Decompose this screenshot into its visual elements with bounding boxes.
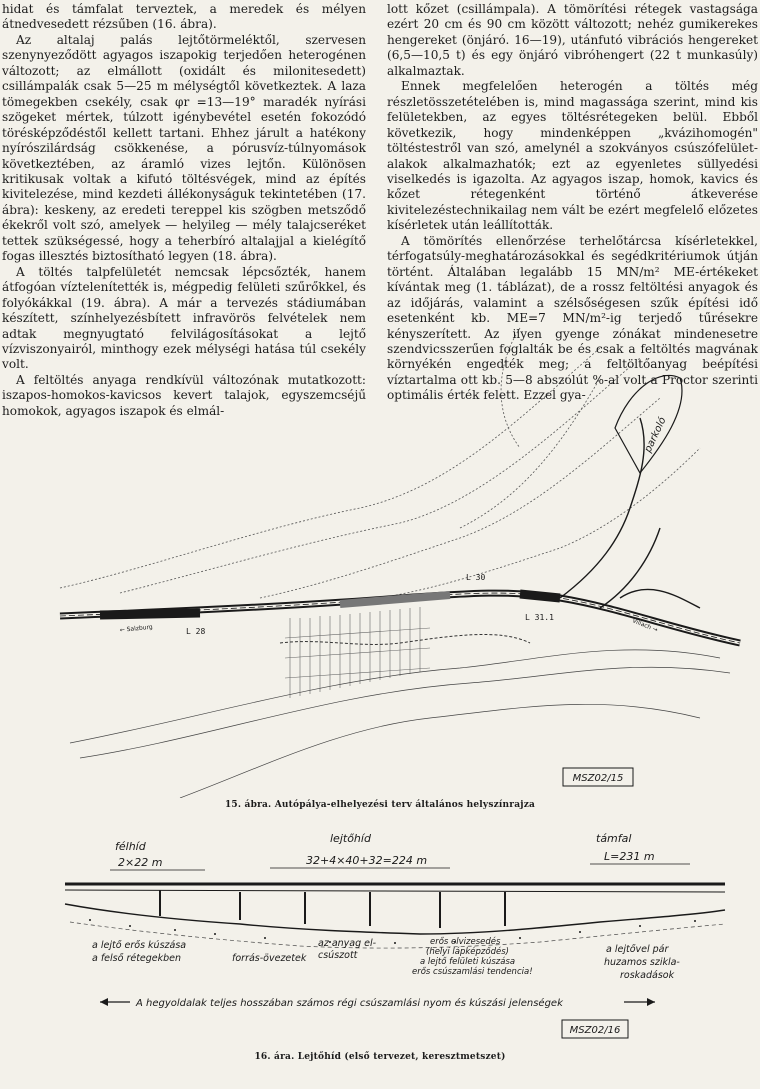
site-plan-drawing [0, 298, 760, 798]
geology-annotations [92, 936, 680, 981]
figure-code: MSZ02/15 [572, 773, 624, 784]
section-label-l28: L 28 [186, 627, 206, 636]
direction-label-villach: Villach → [631, 617, 659, 634]
section-label-l30: L 30 [466, 573, 486, 582]
annotation: forrás-övezetek [232, 953, 307, 964]
annotation: roskadások [620, 970, 675, 981]
parking-area [615, 375, 682, 473]
retaining-wall-dimension: L=231 m [604, 850, 655, 863]
figure-16-cross-section [0, 822, 760, 1089]
figure-16-caption: 16. ára. Lejtőhíd (első tervezet, keresztmetszet) [254, 1052, 506, 1062]
direction-label-salzburg: ← Salzburg [119, 623, 154, 634]
bridge-segment [520, 594, 560, 598]
annotation: a lejtő erős kúszása [92, 940, 187, 951]
bridge-deck [65, 884, 725, 892]
figure-15-caption: 15. ábra. Autópálya-elhelyezési terv általános helyszínrajza [224, 800, 536, 810]
figure-code: MSZ02/16 [569, 1025, 621, 1036]
annotation: erős elvizesedés [430, 937, 501, 947]
annotation: a lejtő felületi kúszása [420, 957, 516, 967]
annotation: az anyag el- [318, 938, 377, 949]
paragraph: Ennek megfelelően heterogén a töltés még részletösszetételében is, mind magassága szerint, mind kis felületekben, az egyes töltésrétegeken belül. Ebből következik, hogy mindenképpen „kvázihomogén" töltéstestről van szó, amelynél a szokványos csúszófelület-alakok alkalmazhatók; ezt az egyenletes süllyedési viselkedés is igazolta. Az agyagos iszap, homok, kavics és kőzet rétegenként történő átkeverése kivitelezéstechnikailag nem vált be ezért megfelelő előzetes kísérletek után leállították. [387, 79, 758, 233]
paragraph: A feltöltés anyaga rendkívül változónak mutatkozott: iszapos-homokos-kavicsos kevert talajok, egyszemcséjű homokok, agyagos iszapok és elmál- [2, 372, 366, 418]
parking-label: parkoló [642, 415, 669, 455]
contour-lines-upper [60, 328, 700, 598]
bridge-segment [100, 613, 200, 615]
slide-traces-banner [100, 997, 655, 1009]
section-label-l311: L 31.1 [525, 613, 554, 622]
paragraph: A töltés talpfelületét nemcsak lépcsőzték, hanem átfogóan víztelenítették is, mégpedig felületi szűrőkkel, és folyókákkal (19. ábra). A már a tervezés stádiumában készített, színhelyezésbített infravörös felvételek nem adtak megnyugtató felvilágosításokat a lejtő vízviszonyairól, minthogy ezek mélységi hatása túl csekély volt. [2, 264, 366, 372]
figure-15-site-plan [0, 298, 760, 810]
banner-text: A hegyoldalak teljes hosszában számos régi csúszamlási nyom és kúszási jelenségek [136, 998, 563, 1009]
interchange-loop [560, 418, 700, 608]
paragraph: Az altalaj palás lejtőtörmeléktől, szervesen szenynyeződött agyagos iszapokig terjedően heterogénen változott; az elmállott (oxidált és milonitesedett) csillámpalák csak 5—25 m mélységtől következtek. A laza tömegekben csekély, csak φr =13—19° maradék nyírási szögeket mértek, túlzott igénybevétel esetén fokozódó törésképződéstől kellett tartani. Ehhez járult a hatékony nyírószilárdság csökkenése, a pórusvíz-túlnyomások következtében, az áramló vizes lejtőn. Különösen kritikusak voltak a kifutó töltésvégek, mind az építés kivitelezése, mind kezdeti állékonyságuk tekintetében (17. ábra): keskeny, az eredeti tereppel kis szögben metsződő ékekről volt szó, amelyek — helyileg — mély talajcseréket tettek szükségessé, hogy a teherbíró altalajjal a kielégítő fogas illesztés biztosítható legyen (18. ábra). [2, 32, 366, 264]
annotation: (helyi lápképződés) [426, 947, 509, 957]
ground-profile [65, 904, 725, 934]
half-bridge-dimension: 2×22 m [118, 856, 163, 869]
half-bridge-label: félhíd [115, 840, 146, 853]
retaining-wall-label: támfal [596, 832, 632, 845]
cross-section-drawing [0, 822, 760, 1052]
paragraph: A tömörítés ellenőrzése terhelőtárcsa kísérletekkel, térfogatsúly-meghatározásokkal és segédkritériumok útján történt. Általában legalább 15 MN/m² ME-értékeket kívántak meg (1. táblázat), de a rossz feltöltési anyagok és az időjárás, valamint a szélsőségesen szűk építési idő esetenként kb. ME=7 MN/m²-ig terjedő tűrésekre kényszerített. Az ilyen gyenge zónákat mindenesetre szendvicsszerűen foglalták be és csak a feltöltés magvának környékén engedték meg; a feltöltőanyag beépítési víztartalma ott kb. 5—8 abszolút %-al volt a Proctor szerinti optimális érték felett. Ezzel gya- [387, 233, 758, 403]
annotation: csúszott [318, 950, 358, 961]
paragraph: hidat és támfalat terveztek, a meredek és mélyen átnedvesedett rézsűben (16. ábra). [2, 2, 366, 32]
bridge-segment [340, 595, 450, 604]
paragraph: lott kőzet (csillámpala). A tömörítési rétegek vastagsága ezért 20 cm és 90 cm között változott; nehéz gumikerekes hengereket (önjáró. 16—19), utánfutó vibrációs hengereket (6,5—10,5 t) és egy önjáró vibróhengert (22 t munkasúly) alkalmaztak. [387, 2, 758, 78]
annotation: huzamos szikla- [604, 957, 680, 968]
slope-bridge-label: lejtőhíd [330, 832, 371, 845]
slope-bridge-dimension: 32+4×40+32=224 m [306, 854, 428, 867]
annotation: erős csúszamlási tendencia! [412, 967, 533, 977]
embankment-hatching [285, 607, 430, 698]
annotation: a lejtővel pár [606, 944, 669, 955]
annotation: a felső rétegekben [92, 953, 182, 964]
